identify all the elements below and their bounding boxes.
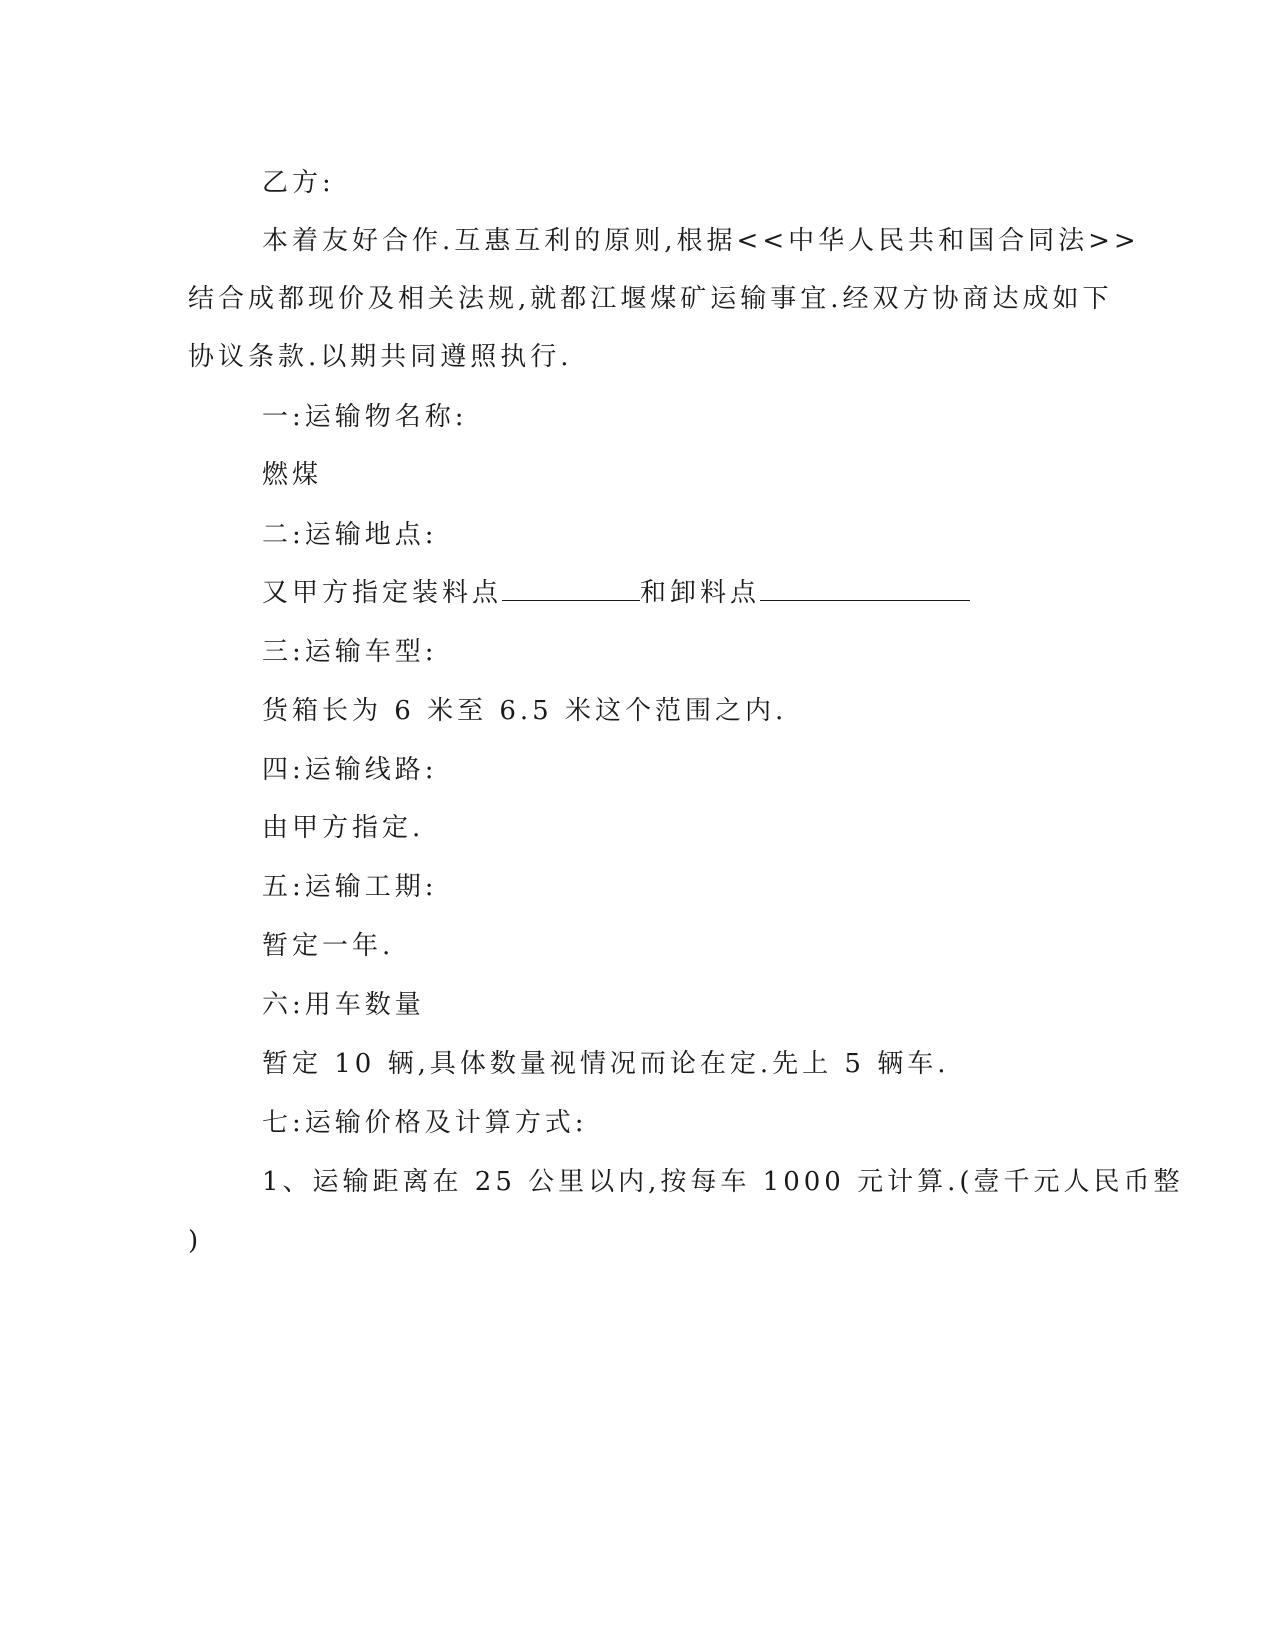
item4-title: 四:运输线路: xyxy=(262,755,438,785)
item6-title: 六:用车数量 xyxy=(262,990,425,1020)
item2-content-loading-point: 又甲方指定装料点 xyxy=(262,578,503,608)
unloading-point-blank xyxy=(760,578,970,601)
item7-clause1-line-1: 1、运输距离在 25 公里以内,按每车 1000 元计算.(壹千元人民币整 xyxy=(262,1167,1184,1197)
item5-title: 五:运输工期: xyxy=(262,872,438,902)
item3-title: 三:运输车型: xyxy=(262,637,438,667)
intro-paragraph-line-2: 结合成都现价及相关法规,就都江堰煤矿运输事宜.经双方协商达成如下 xyxy=(188,284,1113,314)
loading-point-blank xyxy=(502,578,640,601)
item5-content: 暂定一年. xyxy=(262,931,395,961)
item3-content: 货箱长为 6 米至 6.5 米这个范围之内. xyxy=(262,696,788,726)
item7-clause1-line-2: ) xyxy=(188,1226,203,1256)
item1-content: 燃煤 xyxy=(262,460,323,490)
intro-paragraph-line-3: 协议条款.以期共同遵照执行. xyxy=(188,342,573,372)
item7-title: 七:运输价格及计算方式: xyxy=(262,1108,588,1138)
item2-title: 二:运输地点: xyxy=(262,520,438,550)
item2-content xyxy=(262,562,1162,624)
item2-content-unloading-point: 和卸料点 xyxy=(640,578,761,608)
party-b-label: 乙方: xyxy=(262,168,335,198)
item1-title: 一:运输物名称: xyxy=(262,402,468,432)
item6-content: 暂定 10 辆,具体数量视情况而论在定.先上 5 辆车. xyxy=(262,1049,950,1079)
intro-paragraph-line-1: 本着友好合作.互惠互利的原则,根据<<中华人民共和国合同法>> xyxy=(262,226,1140,256)
item4-content: 由甲方指定. xyxy=(262,813,425,843)
